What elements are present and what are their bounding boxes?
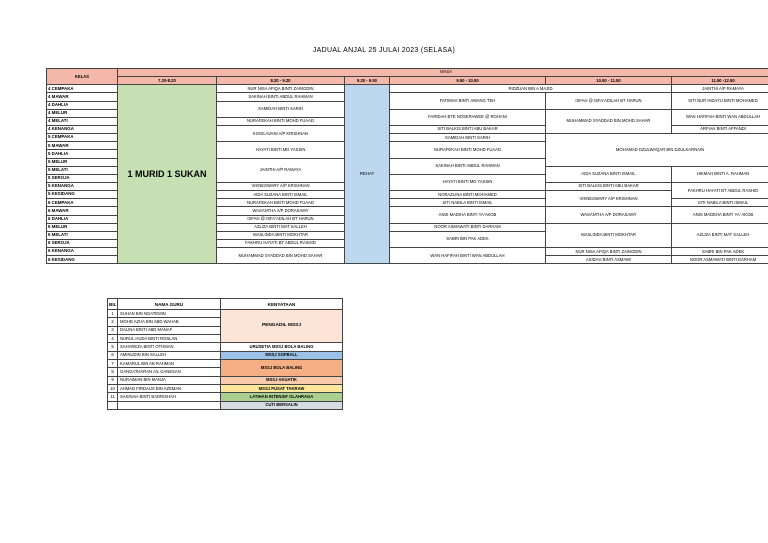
class-label: 6 MELUR <box>47 223 118 231</box>
teacher-cell: NOOR ASMAWATI BINTI DARHAM <box>672 256 768 264</box>
teacher-cell: NUR NISA AFIQA BINTI ZAINODIN <box>546 248 672 256</box>
masa-header: MASA <box>118 69 768 77</box>
teacher-cell: WAN HAFIFAH BINTI WAN ABDULLAH <box>390 248 546 264</box>
teacher-cell: FARIDAH BTE NOSERAWEE @ ROHANI <box>390 109 546 125</box>
teacher-cell: SITI BALKIS BINTI ABU BAKAR <box>390 125 546 133</box>
teacher-cell: MASLINDA BINTI MOKHTAR <box>546 223 672 247</box>
teacher-cell: VIKNESWARY A/P KRISHNAN <box>546 191 672 207</box>
teacher-cell: WAN HAFIFAH BINTI WAN ABDULLAH <box>672 109 768 125</box>
teacher-name: NURAIMAN BIN MANJA <box>118 376 221 384</box>
bil-cell: 1 <box>108 310 118 318</box>
teacher-cell: ANIS MADIHA BINTI YA'AKOB <box>390 207 546 223</box>
teacher-cell: SAMIDAH BINTI SARIH <box>390 134 546 142</box>
teacher-cell: NUR NISA AFIQA BINTI ZAINODIN <box>217 85 345 93</box>
bil-cell: 4 <box>108 335 118 343</box>
teacher-cell: HIKMAH BINTI A. RAHMAN <box>672 166 768 182</box>
kenyataan-cell: MSSJ BOLA BALING <box>221 360 343 377</box>
class-label: 5 MAWAR <box>47 142 118 150</box>
class-label: 6 MELATI <box>47 231 118 239</box>
teacher-cell: HAYATI BINTI MD YASSIN <box>217 142 345 158</box>
class-label: 4 CEMPAKA <box>47 85 118 93</box>
teacher-name: AMINUDIN BIN SALLEH <box>118 351 221 359</box>
time-header: 9.50 - 10.50 <box>390 77 546 85</box>
teacher-name: MOHD AZHA BIN ABD WAHAB <box>118 318 221 326</box>
teacher-cell: MUHAMMAD SYADDAD BIN MOHD SAHAR <box>546 109 672 133</box>
teacher-cell: ARFIAH BINTI AFFANDI <box>672 125 768 133</box>
teacher-cell: MASLINDA BINTI MOKHTAR <box>217 231 345 239</box>
class-label: 6 CEMPAKA <box>47 199 118 207</box>
teacher-cell: SITI NUR HIDAYU BINTI MOHAMED <box>672 93 768 109</box>
nama-guru-header: NAMA GURU <box>118 299 221 310</box>
teacher-cell: SITI NABILA BINTI ISMAIL <box>672 199 768 207</box>
teacher-cell: SITI NABILA BINTI ISMAIL <box>390 199 546 207</box>
class-label: 6 DAHLIA <box>47 215 118 223</box>
bil-cell: 9 <box>108 376 118 384</box>
teacher-cell: ISFAH @ ISFA'ADILAH BT HARUN <box>217 215 345 223</box>
teacher-name: SAHAREZA BINTI OTHMAN <box>118 343 221 351</box>
teacher-cell: MUHAMMAD SYADDAD BIN MOHD SAHAR <box>217 248 345 264</box>
class-label: 5 DAHLIA <box>47 150 118 158</box>
kelas-header: KELAS <box>47 69 118 85</box>
teacher-cell: FAKHRU HAYATI BT ABDUL RASHID <box>672 182 768 198</box>
page-title: JADUAL ANJAL 25 JULAI 2023 (SELASA) <box>312 47 456 54</box>
teacher-cell: SAKINAH BINTI ABDUL RAHMAN <box>217 93 345 101</box>
time-header: 11.50 -12.50 <box>672 77 768 85</box>
class-label: 4 MELUR <box>47 109 118 117</box>
teacher-cell: NORAZLINA BINTI MOHAMED <box>390 191 546 199</box>
teacher-name: AHMAD FIRDAUS BIN AZEMAN <box>118 385 221 393</box>
teacher-cell: SAKINAH BINTI ABDUL RAHMAN <box>390 158 546 174</box>
teacher-cell: NURAFEKAH BINTI MOHD FUAAD <box>390 142 546 158</box>
teacher-cell: SABRI BIN PAK ADEK <box>390 231 546 247</box>
teacher-cell: FAKHRU HAYATI BT ABDUL RASHID <box>217 239 345 247</box>
teacher-name: DALINA BINTI ABD MANAF <box>118 326 221 334</box>
teacher-duty-table <box>107 298 343 410</box>
class-label: 5 CEMPAKA <box>47 134 118 142</box>
bil-cell: 6 <box>108 351 118 359</box>
teacher-cell: VIKNESWARY A/P KRISHNAN <box>217 182 345 190</box>
teacher-cell: ASIDAH BINTI ASMAWI <box>546 256 672 264</box>
teacher-cell: AZLIZA BINTI MAT SALLEH <box>217 223 345 231</box>
teacher-cell: KOGILAVANI A/P KRISHNAN <box>217 125 345 141</box>
teacher-cell: AIDA SUZANA BINTI ISMAIL <box>217 191 345 199</box>
class-label: 6 KESIDANG <box>47 256 118 264</box>
teacher-cell: SAMIDAH BINTI SARIH <box>217 101 345 117</box>
kenyataan-cell: MSSJ PUSAT TAKRAW <box>221 385 343 393</box>
class-label: 4 MAWAR <box>47 93 118 101</box>
teacher-cell: AZLIZA BINTI MAT SALLEH <box>672 223 768 247</box>
class-label: 4 DAHLIA <box>47 101 118 109</box>
teacher-cell: NURAFEKAH BINTI MOHD FUAAD <box>217 117 345 125</box>
teacher-cell: JAINTHI A/P RAMAYA <box>672 85 768 93</box>
kenyataan-cell: URUSETIA MSSJ BOLA BALING <box>221 343 343 351</box>
kenyataan-cell: LATIHAN INTENSIF OLAHRAGA <box>221 393 343 401</box>
time-header: 8.20 - 9.20 <box>217 77 345 85</box>
class-label: 6 SEROJA <box>47 239 118 247</box>
teacher-cell: RIDZUAN BIN A MAJID <box>390 85 672 93</box>
bil-cell: 3 <box>108 326 118 334</box>
teacher-name: GANGATHARAN A/L GANESAN <box>118 368 221 376</box>
kenyataan-header: KENYATAAN <box>221 299 343 310</box>
teacher-name: NURUL HUDA BINTI ROSLAN <box>118 335 221 343</box>
time-header: 9.20 - 9.50 <box>345 77 390 85</box>
time-header: 7.20-8.20 <box>118 77 217 85</box>
murid-sukan-cell: 1 MURID 1 SUKAN <box>118 85 217 264</box>
teacher-name: KAMARUL BIN AB RAHMAN <box>118 360 221 368</box>
rehat-cell: REHAT <box>345 85 390 264</box>
kenyataan-cell: CUTI BERSALIN <box>221 401 343 409</box>
class-label: 5 KENANGA <box>47 182 118 190</box>
bil-cell: 8 <box>108 368 118 376</box>
kenyataan-cell: MSSJ SOFBALL <box>221 351 343 359</box>
teacher-cell: NURAFEKAH BINTI MOHD FUAAD <box>217 199 345 207</box>
teacher-cell: JAINTHI A/P RAMAYA <box>217 158 345 182</box>
class-label: 4 MELATI <box>47 117 118 125</box>
class-label: 5 KESIDANG <box>47 191 118 199</box>
class-label: 5 MELUR <box>47 158 118 166</box>
schedule-table <box>46 68 768 264</box>
bil-cell <box>108 401 118 409</box>
teacher-cell: SABRI BIN PAK ADEK <box>672 248 768 256</box>
teacher-cell: MOHAMAD DZULWAQAR BIN DZULKARNAIN <box>546 134 768 167</box>
teacher-cell: ANIS MADEHA BINTI YA' AKOB <box>672 207 768 223</box>
bil-cell: 11 <box>108 393 118 401</box>
class-label: 5 SEROJA <box>47 174 118 182</box>
bil-cell: 7 <box>108 360 118 368</box>
teacher-name: SUHAN BIN NGATEMIN <box>118 310 221 318</box>
teacher-cell: NOOR ASMAWATI BINTI DARHAM <box>390 223 546 231</box>
teacher-cell: FATIMAH BINTI AWANG TEH <box>390 93 546 109</box>
teacher-cell: AIDA SUZANA BINTI ISMAIL <box>546 166 672 182</box>
bil-header: BIL <box>108 299 118 310</box>
bil-cell: 2 <box>108 318 118 326</box>
teacher-name <box>118 401 221 409</box>
class-label: 6 MAWAR <box>47 207 118 215</box>
class-label: 4 KENANGA <box>47 125 118 133</box>
teacher-cell: WASANTHA A/P DORASAMY <box>546 207 672 223</box>
bil-cell: 10 <box>108 385 118 393</box>
class-label: 6 KENANGA <box>47 248 118 256</box>
teacher-cell: HAYATI BINTI MD YASSIN <box>390 174 546 190</box>
teacher-name: SAKINAH BINTI BADRISHAH <box>118 393 221 401</box>
time-header: 10.50 - 11.50 <box>546 77 672 85</box>
kenyataan-cell: MSSJ AKUATIK <box>221 376 343 384</box>
teacher-cell: ISFAH @ ISFA'ADILAH BT HARUN <box>546 93 672 109</box>
kenyataan-cell: PENGADIL MSSJ <box>221 310 343 343</box>
class-label: 5 MELATI <box>47 166 118 174</box>
teacher-cell: WASANTHA A/P DORASAMY <box>217 207 345 215</box>
bil-cell: 5 <box>108 343 118 351</box>
teacher-cell: SITI BALKIS BINTI ABU BAKAR <box>546 182 672 190</box>
